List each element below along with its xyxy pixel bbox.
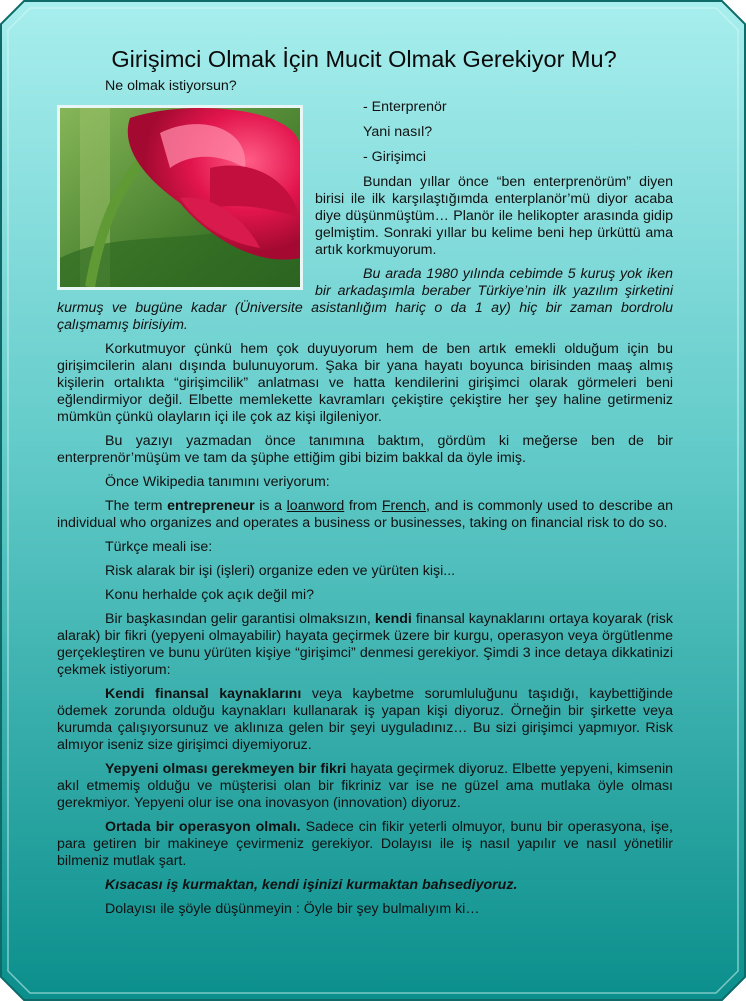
- paragraph-risk: Risk alarak bir işi (işleri) organize eden ve yürüten kişi...: [105, 563, 456, 579]
- paragraph-bu-yaziyi: Bu yazıyı yazmadan önce tanımına baktım, gördüm ki meğerse ben de bir enterprenör’müşüm ve tam da şüphe ettiğim gibi bizim bakkal da öyle imiş.: [57, 433, 673, 466]
- paragraph-kendi-finansal: [57, 686, 673, 754]
- paragraph-ortada: [57, 819, 673, 870]
- bold-heading: Kendi finansal kaynaklarını: [105, 686, 302, 702]
- text: veya kaybetme sorumluluğunu taşıdığı, kaybettiğinde ödemek zorunda olduğu kaynakları kullanarak iş yapan kişi diyoruz. Örneğin bir şirkette veya kurumda çalışıyorsunuz ve aklınıza gelen bir şeyi uyguladınız… Bu sizi girişimci yapmıyor. Risk almıyor iseniz size girişimci diyemiyoruz.: [57, 686, 673, 753]
- paragraph-kisacasi: Kısacası iş kurmaktan, kendi işinizi kurmaktan bahsediyoruz.: [105, 877, 518, 893]
- paragraph-bir-baskasindan: [57, 611, 673, 679]
- text: Bir başkasından gelir garantisi olmaksızın,: [105, 611, 375, 627]
- def-text-3: from: [344, 498, 382, 514]
- bold-heading: Ortada bir operasyon olmalı.: [105, 819, 301, 835]
- def-text-2: is a: [254, 498, 287, 514]
- paragraph-bundan: Bundan yıllar önce “ben enterprenörüm” diyen birisi ile ilk karşılaştığımda enterplanör’mü diyor acaba diye düşünmüştüm… Planör ile helikopter arasında gidip gelmiştim. Sonraki yıllar bu kelime beni hep ürküttü ama artık korkmuyorum.: [315, 174, 673, 258]
- paragraph-yani: Yani nasıl?: [363, 124, 433, 140]
- bold-kendi: kendi: [374, 611, 412, 627]
- def-term: entrepreneur: [167, 498, 255, 514]
- paragraph-bu-arada: Bu arada 1980 yılında cebimde 5 kuruş yok iken bir arkadaşımla beraber Türkiye’nin ilk yazılım şirketini kurmuş ve bugüne kadar (Üniversite asistanlığım hariç o da 1 ay) hiç bir zaman bordrolu çalışmamış birisiyim.: [57, 266, 673, 333]
- paragraph-enterprenor: - Enterprenör: [363, 99, 447, 115]
- text: hayata geçirmek diyoruz. Elbette yepyeni, kimsenin akıl etmemiş olduğu ve müşterisi olan bir fikriniz var ise ne güzel ama mutlaka öyle olması gerekmiyor. Yepyeni olur ise ona inovasyon (innovation) diyoruz.: [57, 761, 673, 811]
- def-text-1: The term: [105, 498, 168, 514]
- text: finansal kaynaklarını ortaya koyarak (risk alarak) bir fikri (yepyeni olmayabilir) hayata geçirmek üzere bir kurgu, operasyon veya örgütlenme gerçekleştiren ve bunu yürüten kişiye “girişimci” denmesi gerekiyor. Şimdi 3 ince detaya dikkatinizi çekmek istiyorum:: [57, 611, 673, 678]
- article-title: Girişimci Olmak İçin Mucit Olmak Gerekiyor Mu?: [111, 46, 617, 72]
- article: [57, 44, 673, 925]
- pink-rose-photo-icon: [60, 108, 300, 287]
- paragraph-definition: [57, 498, 673, 532]
- paragraph-korkutmuyor: Korkutmuyor çünkü hem çok duyuyorum hem de ben artık emekli olduğum için bu girişimcilerin alanı dışında bulunuyorum. Şaka bir yana hayatı boyunca birisinden maaş almış kişilerin ortalıkta “girişimcilik” anlatması ve hatta kendilerini girişimci olarak görmeleri beni eğlendirmiyor değil. Elbette memlekette kavramları çekiştire çekiştire her şey haline getirmeniz mümkün çünkü olayların içi ile çok az kişi ilgileniyor.: [57, 341, 673, 425]
- paragraph-question: Ne olmak istiyorsun?: [105, 78, 237, 94]
- loanword-link[interactable]: loanword: [286, 498, 345, 514]
- paragraph-dolayisi: Dolayısı ile şöyle düşünmeyin : Öyle bir şey bulmalıyım ki…: [105, 901, 480, 917]
- paragraph-konu: Konu herhalde çok açık değil mi?: [105, 587, 314, 603]
- paragraph-turkce: Türkçe meali ise:: [105, 539, 213, 555]
- def-text-4: , and is commonly used to describe an individual who organizes and operates a business or businesses, taking on financial risk to do so.: [57, 498, 673, 531]
- bold-heading: Yepyeni olması gerekmeyen bir fikri: [105, 761, 347, 777]
- paragraph-wikipedia-intro: Önce Wikipedia tanımını veriyorum:: [105, 474, 330, 490]
- text: Sadece cin fikir yeterli olmuyor, bunu bir operasyona, işe, para getiren bir makineye çevirmeniz gerekiyor. Dolayısı ile iş nasıl yapılır ve nasıl yönetilir bilmeniz mutlak şart.: [57, 819, 673, 869]
- french-link[interactable]: French: [381, 498, 427, 514]
- paragraph-yepyeni: [57, 761, 673, 812]
- paragraph-girisimci: - Girişimci: [363, 149, 427, 165]
- rose-photo: [57, 105, 303, 290]
